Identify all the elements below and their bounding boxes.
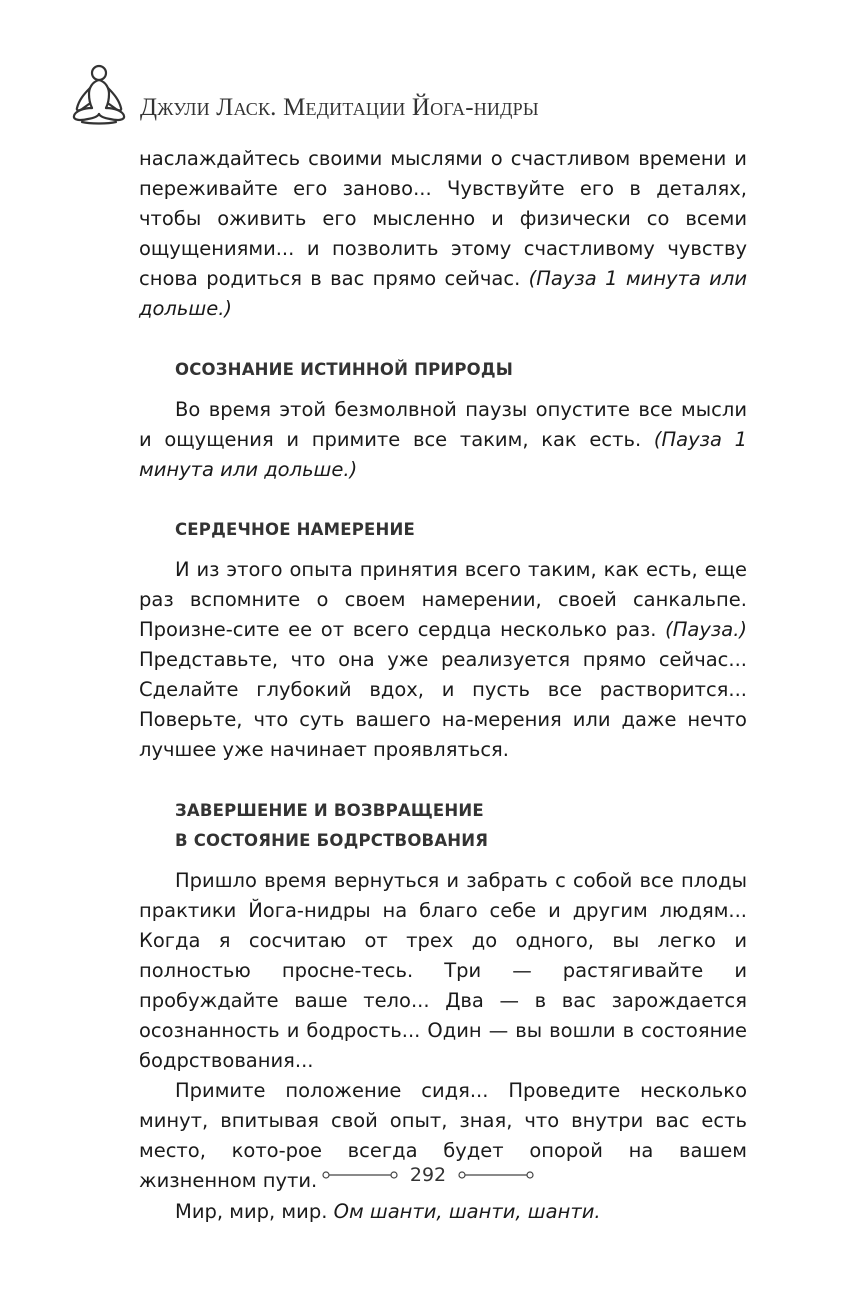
paragraph-text: Примите положение сидя... Проведите несколько минут, впитывая свой опыт, зная, что внутри вас есть место, кото-рое всегда будет опорой на вашем жизненном пути. xyxy=(139,1079,747,1193)
paragraph-italic: Ом шанти, шанти, шанти. xyxy=(333,1199,601,1223)
paragraph xyxy=(139,555,747,766)
paragraph-italic: (Пауза 1 минута или дольше.) xyxy=(139,267,747,321)
section-heading: ОСОЗНАНИЕ ИСТИННОЙ ПРИРОДЫ xyxy=(175,359,514,379)
section-heading: СЕРДЕЧНОЕ НАМЕРЕНИЕ xyxy=(175,519,415,539)
paragraph xyxy=(139,1197,747,1227)
paragraph xyxy=(139,866,747,1077)
paragraph xyxy=(139,395,747,485)
footer-ornament-right xyxy=(458,1170,534,1180)
paragraph-text: И из этого опыта принятия всего таким, как есть, еще раз вспомните о своем намерении, своей санкальпе. Произне-сите ее от всего сердца несколько раз. xyxy=(139,557,747,642)
paragraph-italic: (Пауза 1 минута или дольше.) xyxy=(139,427,748,481)
paragraph-text: Представьте, что она уже реализуется прямо сейчас... Сделайте глубокий вдох, и пусть все растворится... Поверьте, что суть вашего на-мерения или даже нечто лучшее уже начинает проявляться. xyxy=(139,648,747,762)
paragraph xyxy=(139,144,747,325)
paragraph-italic: (Пауза.) xyxy=(665,618,747,642)
paragraph-text: наслаждайтесь своими мыслями о счастливом времени и переживайте его заново... Чувствуйте его в деталях, чтобы оживить его мысленно и физически со всеми ощущениями... и позволить этому счастливому чувству снова родиться в вас прямо сейчас. xyxy=(139,147,747,291)
section-heading-line: В СОСТОЯНИЕ БОДРСТВОВАНИЯ xyxy=(175,830,489,850)
page-body xyxy=(139,144,747,1227)
page-footer xyxy=(0,1160,856,1190)
book-header-title: Джули Ласк. Медитации Йога-нидры xyxy=(140,94,539,121)
section-heading xyxy=(139,796,747,856)
page-number: 292 xyxy=(409,1164,447,1186)
meditating-figure-icon xyxy=(70,64,128,126)
paragraph-text: Пришло время вернуться и забрать с собой все плоды практики Йога-нидры на благо себе и другим людям... Когда я сосчитаю от трех до одного, вы легко и полностью просне-тесь. Три — растягивайте и пробуждайте ваше тело... Два — в вас зарождается осознанность и бодрость... Один — вы вошли в состояние бодрствования... xyxy=(139,868,747,1073)
footer-ornament-left xyxy=(322,1170,398,1180)
section-heading-line: ЗАВЕРШЕНИЕ И ВОЗВРАЩЕНИЕ xyxy=(175,800,484,820)
paragraph-text: Мир, мир, мир. xyxy=(175,1199,334,1223)
paragraph-text: Во время этой безмолвной паузы опустите все мысли и ощущения и примите все таким, как есть. xyxy=(139,397,747,451)
running-header xyxy=(70,62,539,126)
